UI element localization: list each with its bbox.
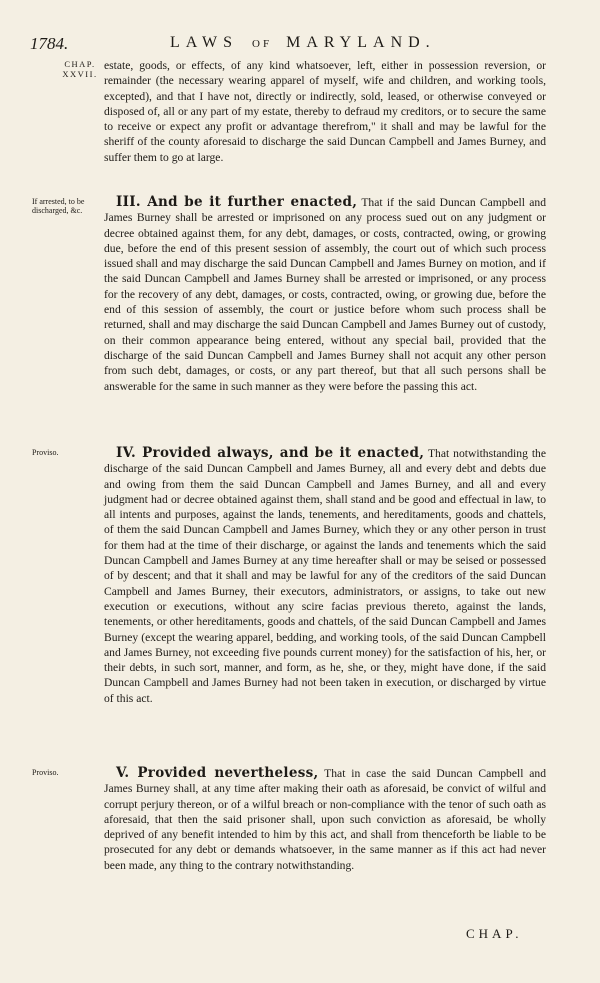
page-year: 1784. xyxy=(30,34,69,53)
margin-chap-word: CHAP. xyxy=(64,59,96,69)
margin-chapter-label xyxy=(50,59,110,79)
section-4-text: That notwithstanding the discharge of the said Duncan Campbell and James Burney, all and every debt and debts due and owing from them the said Duncan Campbell and James Burney, and all and every judgment had or decree obtained against them, shall stand and be good and effectual in law, to all intents and purposes, against the lands, tenements, and hereditaments, goods and chattels, of them the said Duncan Campbell and James Burney, which they or any other person in trust for them had at the time of their discharge, or against the lands and tenements which the said Duncan Campbell and James Burney at any time hereafter shall or may be seised or possessed of by descent; and that it shall and may be lawful for any of the creditors of the said Duncan Campbell and James Burney, their executors, administrators, or assigns, to take out new execution or executions, without any scire facias previous thereto, against the lands, tenements, or other hereditaments, goods and chattels, of the said Duncan Campbell and James Burney (except the wearing apparel, bedding, and working tools, of the said Duncan Campbell and James Burney, not exceeding five pounds current money) for the satisfaction of his, her, or their debts, in such sort, manner, and form, as he, she, or they, might have done, if the said Duncan Campbell and James Burney had not been taken in execution, or discharged by virtue of this act. xyxy=(104,447,546,705)
paragraph-section-5 xyxy=(104,766,546,873)
margin-note-arrested: If arrested, to be discharged, &c. xyxy=(32,197,85,215)
section-3-text: That if the said Duncan Campbell and James Burney shall be arrested or imprisoned on any process sued out on any judgment or decree obtained against them, for any debt, damages, or costs, contracted, owing, or growing due, before the end of this present session of assembly, the court out of which such process issued shall and may discharge the said Duncan Campbell and James Burney on motion, and if the said Duncan Campbell and James Burney shall be arrested or imprisoned, or any process for the recovery of any debt, damages, or costs, contracted, owing, or growing due, before the end of this session of assembly, the court or justice before whom such process shall be returned, shall and may discharge the said Duncan Campbell and James Burney out of custody, on their common appearance being entered, without any special bail, provided that the discharge of the said Duncan Campbell and James Burney shall not acquit any other person from such debt, damages, or costs, or any part thereof, but that all such persons shall be answerable for the same in such manner as they were before the passing this act. xyxy=(104,196,546,393)
section-3-lead: III. And be it further enacted, xyxy=(116,194,358,210)
catchword: CHAP. xyxy=(466,926,523,941)
section-5-lead: V. Provided nevertheless, xyxy=(116,765,319,781)
paragraph-continuation: estate, goods, or effects, of any kind whatsoever, left, either in possession reversion, or remainder (the necessary wearing apparel of myself, wife and children, and working tools, excepted), and that I have not, directly or indirectly, sold, leased, or otherwise conveyed or disposed of, all or any part of my estate, thereby to defraud my creditors, or to secure the same to receive or expect any profit or advantage therefrom," it shall and may be lawful for the sheriff of the county aforesaid to discharge the said Duncan Campbell and James Burney, and suffer them to go at large. xyxy=(104,59,546,164)
margin-chap-number: XXVII. xyxy=(62,69,98,79)
section-5-text: That in case the said Duncan Campbell and James Burney shall, at any time after making their oath as aforesaid, be convict of wilful and corrupt perjury thereon, or of a wilful breach or non-compliance with the tenor of such oath as aforesaid, that then the said prisoner shall, upon such conviction as aforesaid, be wholly deprived of any benefit intended to him by this act, and shall from thenceforth be liable to be prosecuted for any debt or demands whatsoever, in the same manner as if this act had never been made, any thing to the contrary notwithstanding. xyxy=(104,767,546,872)
title-maryland: MARYLAND. xyxy=(286,34,436,51)
title-of: OF xyxy=(252,38,273,50)
section-4-lead: IV. Provided always, and be it enacted, xyxy=(116,445,425,461)
paragraph-section-4 xyxy=(104,446,546,706)
margin-note-proviso-1: Proviso. xyxy=(32,448,59,457)
title-laws: LAWS xyxy=(170,34,239,51)
paragraph-section-3 xyxy=(104,195,546,394)
running-title xyxy=(170,34,436,52)
margin-note-proviso-2: Proviso. xyxy=(32,768,59,777)
